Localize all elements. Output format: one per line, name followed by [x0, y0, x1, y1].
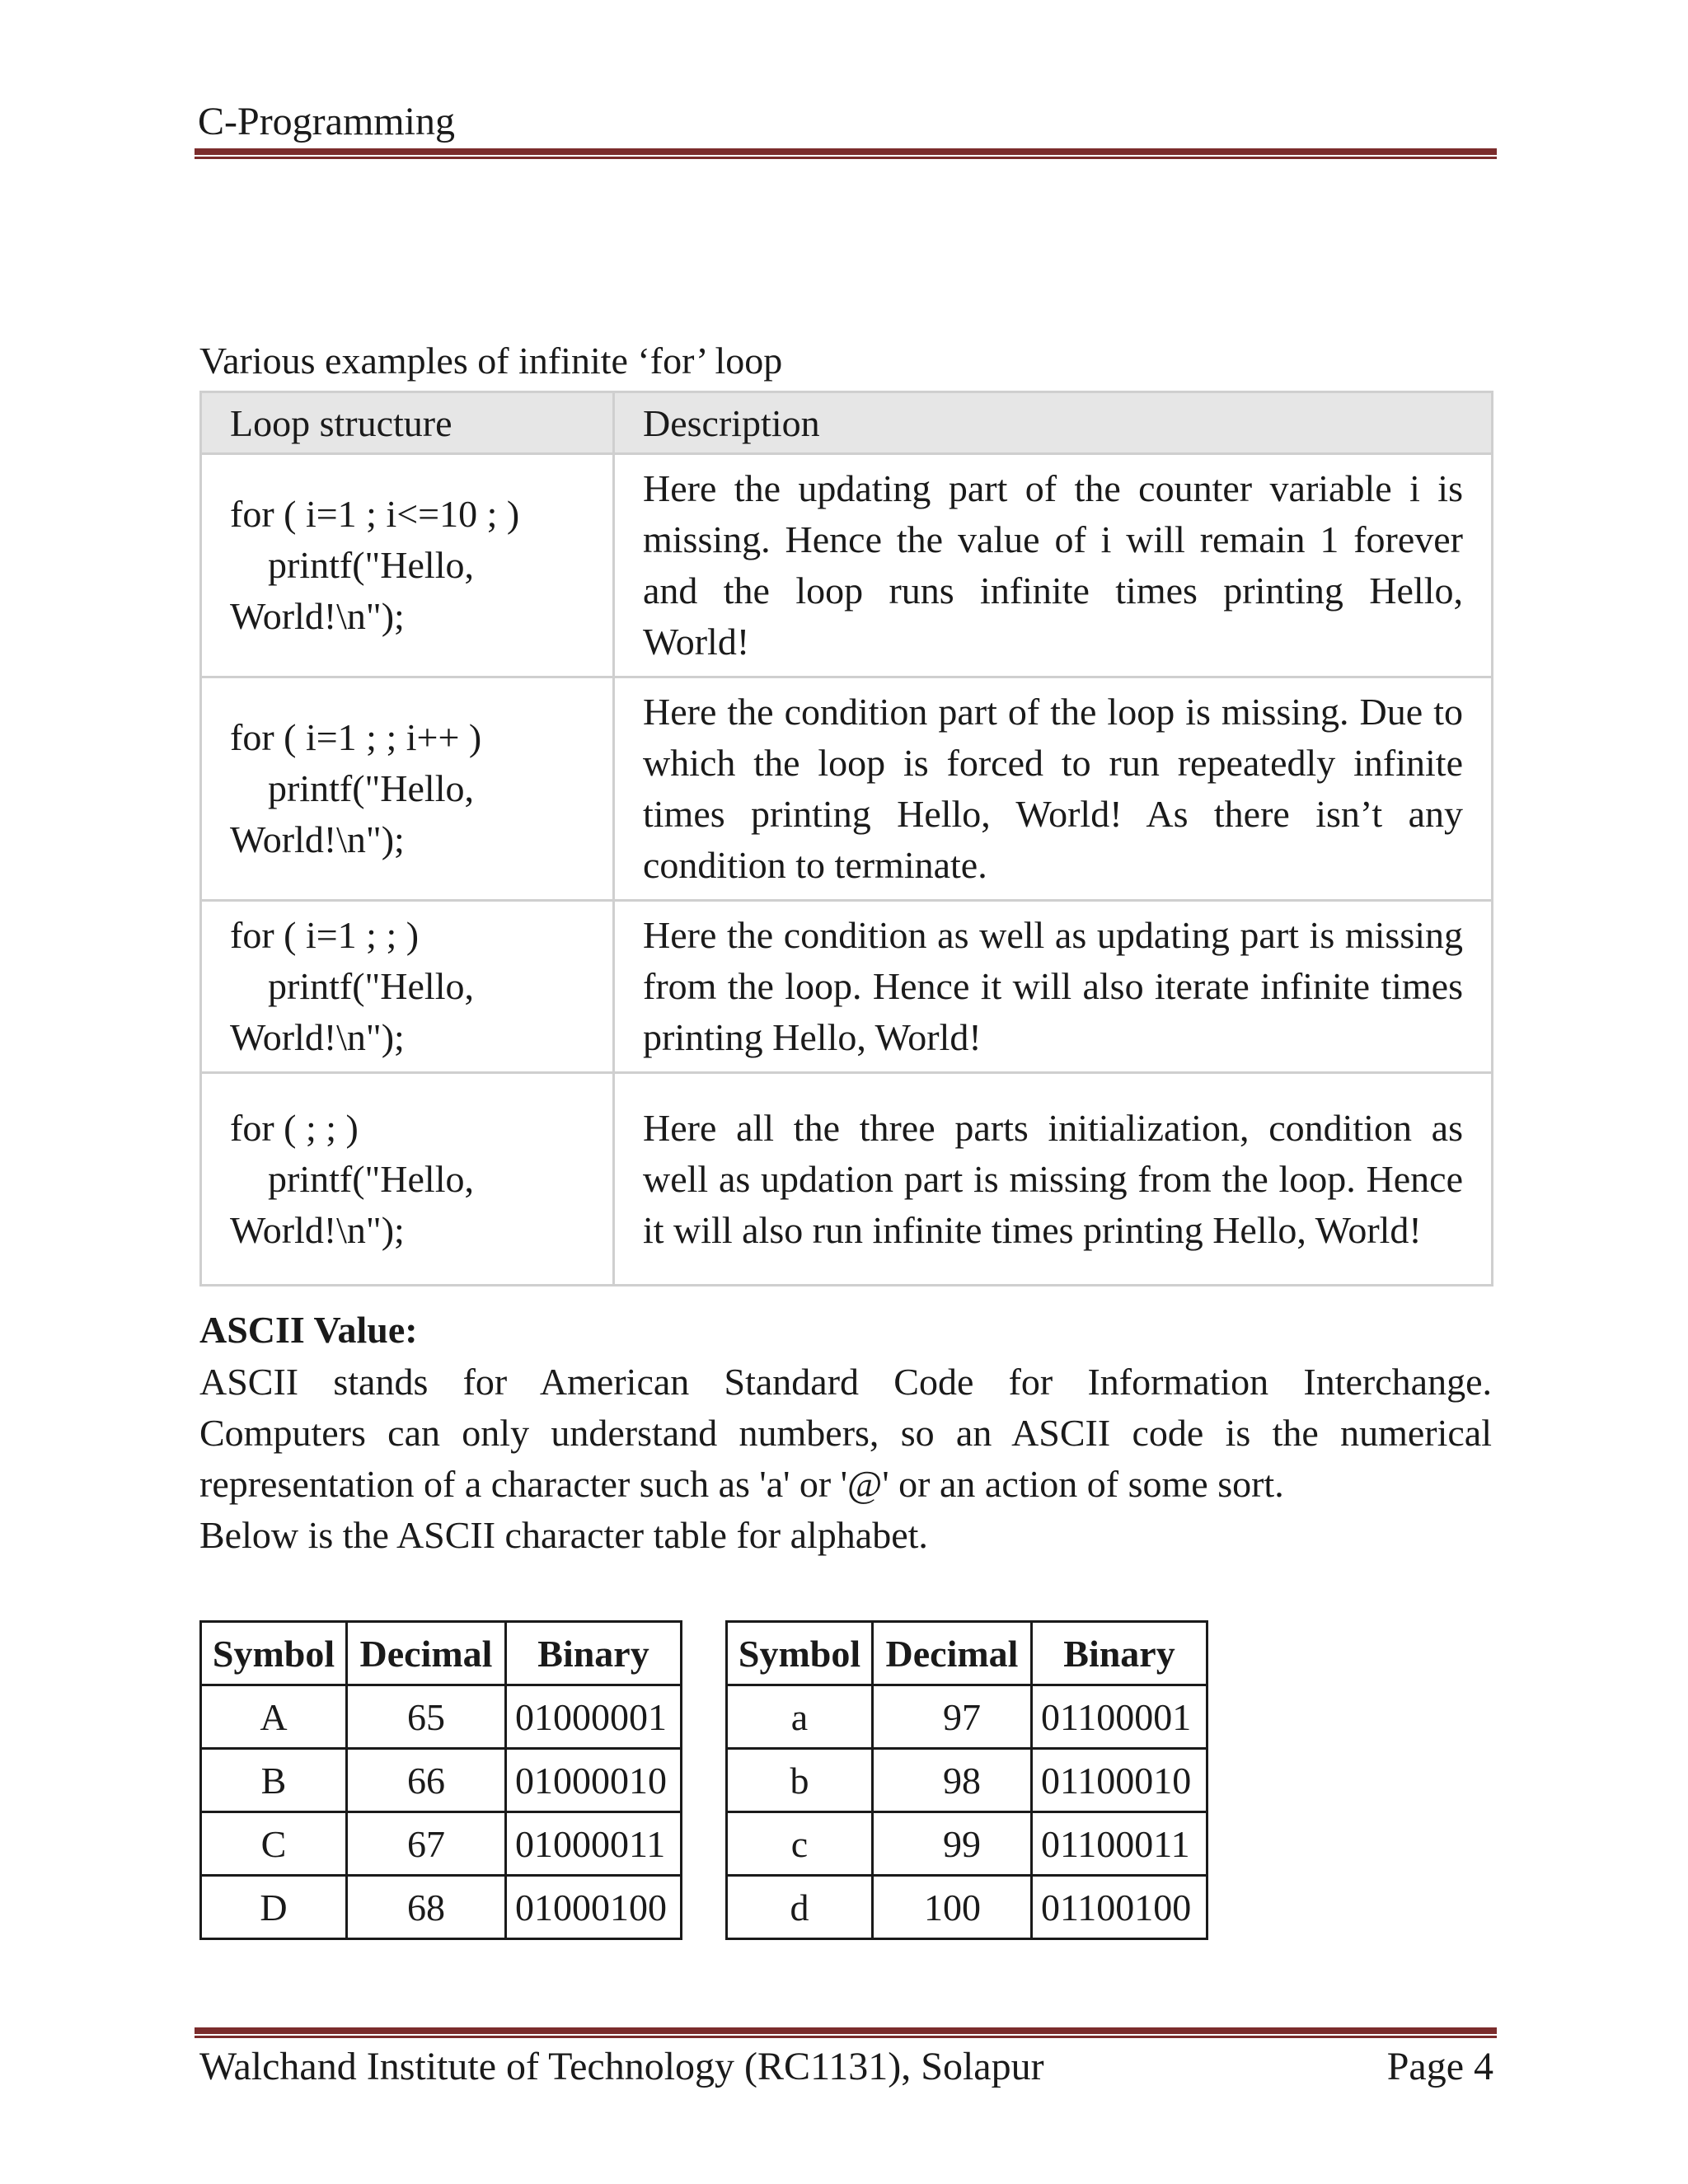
- document-header-title: C-Programming: [198, 100, 455, 143]
- code-line: for ( i=1 ; ; i++ ): [230, 716, 482, 758]
- table-row: [201, 1073, 1493, 1286]
- table-row: [201, 1876, 682, 1939]
- column-header-decimal: Decimal: [347, 1622, 506, 1685]
- symbol-cell: b: [727, 1749, 873, 1812]
- column-header-binary: Binary: [506, 1622, 682, 1685]
- code-line: printf("Hello,: [268, 767, 474, 809]
- table-header-row: [727, 1622, 1207, 1685]
- table-row: [201, 1685, 682, 1749]
- table-row: [727, 1685, 1207, 1749]
- code-line: World!\n");: [230, 1016, 405, 1058]
- symbol-cell: B: [201, 1749, 347, 1812]
- loop-table-caption: Various examples of infinite ‘for’ loop: [199, 340, 783, 382]
- paragraph-line: Computers can only understand numbers, so an ASCII code is the numerical: [199, 1412, 1492, 1454]
- binary-cell: 01000010: [506, 1749, 682, 1812]
- code-line: printf("Hello,: [268, 965, 474, 1007]
- ascii-section-heading: ASCII Value:: [199, 1309, 418, 1351]
- decimal-cell: 67: [347, 1812, 506, 1876]
- loop-description-cell: Here all the three parts initialization, condition as well as updation part is missing from the loop. Hence it will also run infinite times printing Hello, World!: [614, 1073, 1493, 1286]
- decimal-cell: 97: [873, 1685, 1032, 1749]
- loop-code-cell: [201, 901, 614, 1073]
- code-line: printf("Hello,: [268, 1157, 474, 1200]
- symbol-cell: d: [727, 1876, 873, 1939]
- decimal-cell: 98: [873, 1749, 1032, 1812]
- code-line: for ( i=1 ; ; ): [230, 914, 420, 956]
- binary-cell: 01000011: [506, 1812, 682, 1876]
- paragraph-line: ASCII stands for American Standard Code for Information Interchange.: [199, 1361, 1492, 1403]
- loop-code-cell: [201, 1073, 614, 1286]
- binary-cell: 01100001: [1032, 1685, 1207, 1749]
- infinite-loop-table: [199, 391, 1493, 1286]
- decimal-cell: 65: [347, 1685, 506, 1749]
- ascii-uppercase-table: [199, 1620, 682, 1940]
- binary-cell: 01100010: [1032, 1749, 1207, 1812]
- decimal-cell: 99: [873, 1812, 1032, 1876]
- code-line: printf("Hello,: [268, 544, 474, 586]
- decimal-cell: 66: [347, 1749, 506, 1812]
- table-row: [201, 1749, 682, 1812]
- binary-cell: 01000100: [506, 1876, 682, 1939]
- symbol-cell: c: [727, 1812, 873, 1876]
- decimal-cell: 100: [873, 1876, 1032, 1939]
- table-header-row: [201, 1622, 682, 1685]
- column-header-description: Description: [614, 392, 1493, 454]
- binary-cell: 01100011: [1032, 1812, 1207, 1876]
- symbol-cell: D: [201, 1876, 347, 1939]
- code-line: World!\n");: [230, 1208, 405, 1251]
- table-header-row: [201, 392, 1493, 454]
- binary-cell: 01000001: [506, 1685, 682, 1749]
- code-line: World!\n");: [230, 818, 405, 860]
- footer-rule: [195, 2027, 1497, 2038]
- loop-code-cell: [201, 454, 614, 677]
- code-line: World!\n");: [230, 595, 405, 637]
- table-row: [201, 454, 1493, 677]
- symbol-cell: A: [201, 1685, 347, 1749]
- table-row: [201, 1812, 682, 1876]
- binary-cell: 01100100: [1032, 1876, 1207, 1939]
- column-header-symbol: Symbol: [727, 1622, 873, 1685]
- code-line: for ( ; ; ): [230, 1106, 359, 1149]
- ascii-paragraph: [199, 1357, 1492, 1561]
- table-row: [201, 901, 1493, 1073]
- table-row: [727, 1812, 1207, 1876]
- loop-description-cell: Here the condition as well as updating part is missing from the loop. Hence it will also iterate infinite times printing Hello, World!: [614, 901, 1493, 1073]
- loop-code-cell: [201, 677, 614, 901]
- footer-institute: Walchand Institute of Technology (RC1131), Solapur: [199, 2045, 1044, 2088]
- table-row: [727, 1749, 1207, 1812]
- table-row: [201, 677, 1493, 901]
- column-header-loop-structure: Loop structure: [201, 392, 614, 454]
- symbol-cell: C: [201, 1812, 347, 1876]
- ascii-lowercase-table: [725, 1620, 1208, 1940]
- page-number: Page 4: [1386, 2045, 1493, 2088]
- code-line: for ( i=1 ; i<=10 ; ): [230, 493, 520, 535]
- table-row: [727, 1876, 1207, 1939]
- column-header-binary: Binary: [1032, 1622, 1207, 1685]
- loop-description-cell: Here the condition part of the loop is missing. Due to which the loop is forced to run repeatedly infinite times printing Hello, World! As there isn’t any condition to terminate.: [614, 677, 1493, 901]
- paragraph-line: representation of a character such as 'a' or '@' or an action of some sort.: [199, 1463, 1284, 1505]
- symbol-cell: a: [727, 1685, 873, 1749]
- column-header-decimal: Decimal: [873, 1622, 1032, 1685]
- column-header-symbol: Symbol: [201, 1622, 347, 1685]
- paragraph-line: Below is the ASCII character table for alphabet.: [199, 1514, 928, 1556]
- loop-description-cell: Here the updating part of the counter variable i is missing. Hence the value of i will remain 1 forever and the loop runs infinite times printing Hello, World!: [614, 454, 1493, 677]
- header-rule: [195, 148, 1497, 159]
- decimal-cell: 68: [347, 1876, 506, 1939]
